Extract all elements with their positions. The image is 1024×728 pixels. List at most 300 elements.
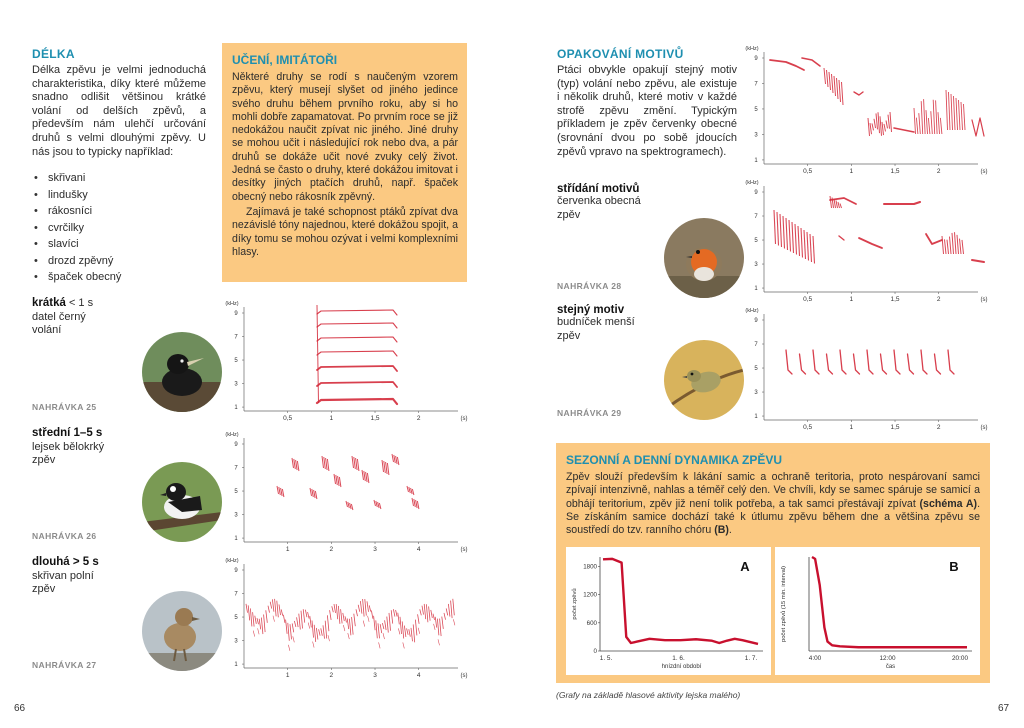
note-stroke [374, 500, 376, 506]
note-stroke [356, 458, 358, 470]
note-stroke [946, 90, 948, 130]
harmonic-band [317, 351, 397, 356]
length-value: < 1 s [65, 297, 94, 309]
section-title-opakovani: OPAKOVÁNÍ MOTIVŮ [557, 47, 684, 61]
spectrogram-robin-second [742, 174, 992, 306]
note-stroke [258, 628, 260, 634]
note-stroke [297, 617, 299, 627]
x-tick-label: 4:00 [808, 655, 822, 662]
y-tick-label: 5 [754, 106, 758, 113]
note-stroke [830, 196, 832, 208]
y-tick-label: 1 [234, 536, 238, 543]
y-tick-label: 5 [754, 238, 758, 245]
x-tick-label: 1 [849, 424, 854, 431]
list-item: • cvrčilky [32, 220, 202, 237]
recording-label[interactable]: NAHRÁVKA 27 [32, 660, 97, 670]
note-stroke [367, 473, 369, 483]
note-stroke [440, 619, 442, 636]
y-tick-label: 3 [234, 638, 238, 645]
page-number-right: 67 [998, 703, 1010, 714]
note-stroke [347, 618, 349, 629]
note-stroke [350, 503, 352, 509]
note-stroke [261, 618, 263, 635]
note-stroke [275, 599, 277, 617]
note-stroke [397, 457, 399, 465]
note-stroke [956, 98, 958, 130]
note-stroke [420, 609, 422, 615]
note-trace [948, 350, 954, 374]
chart-seasonal-a [566, 547, 771, 675]
call-type: zpěv [32, 583, 56, 595]
x-tick-label: 3 [373, 546, 377, 553]
note-stroke [327, 615, 329, 631]
note-stroke [387, 463, 389, 475]
x-tick-label: 1,5 [890, 424, 900, 431]
note-stroke [426, 604, 428, 622]
x-tick-label: 2 [329, 672, 334, 679]
note-stroke [429, 606, 431, 620]
y-tick-label: 9 [234, 442, 238, 448]
info-box-sezonni [556, 443, 990, 683]
note-stroke [376, 501, 378, 507]
info-box-text [232, 71, 458, 259]
note-stroke [949, 92, 951, 130]
unit-label: (kHz) [745, 308, 759, 314]
note-stroke [308, 623, 310, 629]
x-tick-label: 3 [373, 672, 377, 679]
note-stroke [947, 240, 949, 254]
note-stroke [418, 628, 420, 634]
note-stroke [874, 119, 876, 128]
note-stroke [279, 604, 281, 615]
note-trace [908, 354, 914, 374]
note-stroke [890, 112, 892, 132]
note-stroke [951, 94, 953, 130]
note-stroke [386, 462, 388, 474]
note-stroke [332, 606, 334, 612]
note-stroke [382, 623, 384, 629]
list-item: • rákosníci [32, 203, 202, 220]
note-stroke [431, 610, 433, 618]
note-stroke [327, 459, 329, 471]
unit-label: (kHz) [225, 432, 239, 438]
note-stroke [305, 610, 307, 617]
length-label: střední [32, 427, 71, 439]
note-stroke [961, 102, 963, 130]
note-stroke [323, 625, 325, 638]
unit-label: (s) [460, 673, 468, 679]
y-tick-label: 9 [234, 568, 238, 574]
note-stroke [334, 474, 336, 484]
y-tick-label: 3 [754, 262, 758, 269]
note-stroke [325, 621, 327, 639]
note-stroke [878, 112, 880, 133]
note-stroke [940, 118, 942, 134]
note-stroke [434, 624, 436, 630]
note-stroke [954, 96, 956, 130]
note-stroke [248, 605, 250, 620]
info-box-paragraph-1: Některé druhy se rodí s naučeným vzorem zpěvu, který musejí slyšet od jiného jedince svého druhu během prvního roku, aby si ho mohli dobře zapamatovat. Po prvním roce se již nedokážou naučit zpívat nic jiného. Jiné druhy se mohou učit i následující rok nebo dva, a pár druhů se dokáže učit nové zvuky celý život. Jedná se často o druhy, které dokážou imitovat i desítky jiných ptačích druhů, např. špaček obecný nebo rákosník zpěvný. [232, 71, 458, 203]
note-stroke [834, 199, 836, 208]
note-stroke [834, 76, 836, 96]
note-stroke [933, 100, 935, 134]
note-stroke [352, 617, 354, 635]
note-stroke [363, 599, 365, 617]
list-item: • drozd zpěvný [32, 253, 202, 270]
x-axis-label: čas [885, 664, 896, 670]
note-stroke [936, 100, 938, 134]
y-tick-label: 5 [234, 615, 238, 622]
x-tick-label: 0,5 [283, 415, 293, 422]
note-stroke [398, 613, 400, 625]
note-stroke [281, 488, 283, 496]
text-part: . Se získáním samice dochází také k útlumu zpěvu během dne a většina zpěvu se soustředí do tzv. ranního chóru [566, 497, 981, 537]
note-stroke [356, 609, 358, 616]
note-stroke [870, 123, 872, 134]
note-stroke [253, 612, 255, 626]
note-stroke [914, 108, 916, 134]
x-tick-label: 2 [936, 296, 941, 303]
note-stroke [266, 610, 268, 623]
y-tick-label: 9 [234, 311, 238, 317]
note-stroke [407, 628, 409, 634]
species-name: datel černý [32, 310, 86, 323]
note-stroke [259, 619, 261, 630]
note-stroke [379, 503, 381, 509]
y-tick-label: 1 [754, 414, 758, 421]
call-type: zpěv [557, 208, 581, 221]
note-stroke [321, 628, 323, 635]
note-stroke [310, 616, 312, 628]
note-trace [770, 60, 804, 70]
x-tick-label: 12:00 [879, 655, 896, 662]
note-stroke [312, 489, 314, 497]
opakovani-intro: Ptáci obvykle opakují stejný motiv (typ) volání nebo zpěvu, ale existuje i několik druhů, které motiv v každé strofě zpěvu změní. Typickým příkladem je zpěv červenky obecné (srovnání dvou po sobě jdoucích zpěvů vpravo na spektrogramech). [557, 64, 737, 158]
note-stroke [412, 489, 414, 495]
note-trace [884, 202, 920, 204]
example-kratka [32, 297, 142, 338]
note-stroke [330, 610, 332, 620]
harmonic-band [317, 310, 397, 315]
note-stroke [365, 599, 367, 616]
note-stroke [303, 609, 305, 622]
panel-label: A [740, 559, 750, 574]
note-trace [786, 350, 792, 374]
note-stroke [795, 224, 797, 255]
note-stroke [837, 78, 839, 99]
y-tick-label: 600 [586, 619, 597, 627]
note-stroke [416, 500, 418, 508]
note-stroke [371, 611, 373, 619]
note-trace [827, 354, 833, 374]
note-stroke [277, 486, 279, 494]
note-stroke [435, 617, 437, 628]
footnote: (Grafy na základě hlasové aktivity lejska malého) [556, 690, 741, 700]
y-tick-label: 7 [234, 591, 238, 598]
text-part: Zpěv slouží především k lákání samic a ochraně teritoria, proto nespárovaní samci zpívají intenzivně, nahlas a téměř celý den. Ve chvíli, kdy se samec spáruje se samicí a obhájí teritorium, zpěv již není tolik potřeba, a tak samci přestávají zpívat [566, 471, 980, 510]
harmonic-band [317, 366, 397, 371]
x-tick-label: 1. 7. [744, 655, 758, 662]
note-stroke [360, 601, 362, 614]
note-stroke [827, 70, 829, 87]
note-stroke [341, 609, 343, 623]
unit-label: (s) [460, 547, 468, 553]
example-stredni [32, 427, 142, 468]
y-tick-label: 7 [754, 81, 758, 88]
species-name: budníček menší [557, 316, 635, 328]
note-stroke [246, 604, 248, 613]
note-stroke [348, 633, 350, 639]
list-item: • skřivani [32, 170, 202, 187]
y-tick-label: 7 [234, 334, 238, 341]
y-tick-label: 1200 [583, 591, 597, 599]
note-stroke [378, 623, 380, 638]
note-stroke [829, 72, 831, 90]
y-axis-label: počet zpěvů [572, 588, 578, 620]
note-stroke [364, 471, 366, 481]
note-stroke [270, 602, 272, 609]
x-axis-label: hnízdní období [661, 664, 702, 670]
note-stroke [308, 612, 310, 618]
note-stroke [880, 116, 882, 136]
note-stroke [842, 82, 844, 105]
note-stroke [338, 606, 340, 624]
note-stroke [314, 625, 316, 642]
note-stroke [334, 604, 336, 613]
y-tick-label: 5 [234, 489, 238, 496]
note-stroke [292, 458, 294, 468]
info-box-text [566, 471, 980, 537]
note-stroke [453, 599, 455, 615]
note-stroke [888, 115, 890, 129]
note-stroke [383, 633, 385, 639]
unit-label: (s) [980, 425, 988, 431]
note-stroke [412, 498, 414, 506]
note-stroke [884, 124, 886, 131]
note-stroke [288, 645, 290, 651]
note-stroke [369, 605, 371, 611]
list-item: • slavíci [32, 236, 202, 253]
note-stroke [293, 636, 295, 642]
note-stroke [348, 502, 350, 508]
example-stridani [557, 183, 667, 222]
x-tick-label: 1 [849, 296, 854, 303]
spectrogram-chiffchaff [742, 302, 992, 434]
note-stroke [942, 236, 944, 254]
recording-label[interactable]: NAHRÁVKA 25 [32, 402, 97, 412]
note-stroke [396, 610, 398, 616]
note-stroke [424, 604, 426, 619]
note-stroke [453, 619, 455, 625]
x-tick-label: 1. 6. [672, 655, 685, 662]
note-trace [926, 234, 942, 244]
note-stroke [253, 631, 255, 637]
x-tick-label: 1 [849, 168, 854, 175]
note-stroke [277, 601, 279, 618]
species-name: červenka obecná [557, 195, 641, 207]
y-tick-label: 1 [754, 286, 758, 293]
note-stroke [886, 120, 888, 128]
note-stroke [400, 617, 402, 634]
recording-label[interactable]: NAHRÁVKA 29 [557, 408, 622, 418]
motif-label: stejný motiv [557, 304, 625, 316]
note-stroke [378, 502, 380, 508]
length-label: dlouhá [32, 556, 70, 568]
harmonic-band [317, 382, 397, 387]
note-stroke [807, 232, 809, 261]
note-stroke [451, 601, 453, 619]
panel-label: B [949, 559, 959, 574]
note-stroke [294, 621, 296, 627]
note-trace [894, 128, 914, 132]
x-tick-label: 0,5 [803, 424, 813, 431]
harmonic-band [317, 323, 397, 328]
y-tick-label: 1 [754, 157, 758, 164]
note-stroke [292, 623, 294, 632]
note-stroke [268, 606, 270, 613]
note-stroke [404, 626, 406, 637]
note-stroke [297, 461, 299, 471]
note-stroke [316, 628, 318, 640]
note-stroke [352, 456, 354, 468]
unit-label: (s) [980, 297, 988, 303]
y-tick-label: 3 [234, 381, 238, 388]
note-stroke [343, 625, 345, 631]
text-bold: (B) [714, 524, 729, 537]
y-tick-label: 3 [234, 512, 238, 519]
note-stroke [379, 642, 381, 648]
note-trace [840, 350, 846, 374]
y-tick-label: 1800 [583, 563, 597, 571]
note-stroke [324, 457, 326, 469]
length-label: krátká [32, 297, 66, 309]
bird-photo-collared-flycatcher [142, 462, 222, 542]
info-box-uceni [222, 43, 467, 282]
recording-label[interactable]: NAHRÁVKA 28 [557, 281, 622, 291]
note-stroke [250, 608, 252, 626]
note-stroke [798, 226, 800, 256]
x-tick-label: 1,5 [370, 415, 380, 422]
x-tick-label: 4 [416, 672, 421, 679]
note-trace [894, 350, 900, 374]
note-stroke [282, 489, 284, 497]
note-stroke [380, 624, 382, 633]
example-dlouha [32, 556, 142, 597]
note-stroke [296, 460, 298, 470]
note-stroke [286, 620, 288, 634]
note-stroke [955, 232, 957, 254]
note-stroke [952, 233, 954, 254]
y-tick-label: 3 [754, 132, 758, 139]
bird-photo-skylark [142, 591, 222, 671]
note-stroke [418, 614, 420, 624]
note-stroke [950, 237, 952, 254]
note-stroke [919, 113, 921, 134]
note-stroke [411, 628, 413, 641]
note-stroke [290, 624, 292, 639]
note-stroke [789, 220, 791, 252]
note-trace [839, 236, 844, 240]
length-value: 1–5 s [70, 427, 103, 439]
note-stroke [945, 239, 947, 254]
note-stroke [832, 74, 834, 93]
note-stroke [417, 501, 419, 509]
note-stroke [328, 635, 330, 641]
y-tick-label: 5 [754, 366, 758, 373]
bird-photo-robin [664, 218, 744, 298]
note-stroke [926, 110, 928, 134]
note-stroke [376, 620, 378, 638]
x-tick-label: 2 [329, 546, 334, 553]
note-stroke [444, 613, 446, 620]
note-trace [800, 354, 806, 374]
note-stroke [928, 118, 930, 134]
y-tick-label: 1 [234, 662, 238, 669]
recording-label[interactable]: NAHRÁVKA 26 [32, 531, 97, 541]
x-tick-label: 20:00 [952, 655, 968, 662]
note-stroke [354, 614, 356, 626]
x-tick-label: 1 [329, 415, 334, 422]
bird-photo-chiffchaff [664, 340, 744, 420]
call-type: zpěv [557, 329, 581, 342]
note-trace [813, 350, 819, 374]
note-stroke [836, 201, 838, 209]
note-stroke [366, 472, 368, 482]
note-stroke [382, 460, 384, 472]
note-stroke [326, 458, 328, 470]
note-stroke [319, 629, 321, 635]
note-stroke [322, 456, 324, 468]
note-stroke [281, 609, 283, 615]
note-trace [854, 354, 860, 374]
note-stroke [403, 642, 405, 648]
section-title-delka: DÉLKA [32, 47, 75, 61]
list-item: • lindušky [32, 187, 202, 204]
unit-label: (kHz) [745, 180, 759, 186]
page-number-left: 66 [14, 703, 26, 714]
call-type: zpěv [32, 454, 56, 466]
species-list [32, 170, 202, 286]
note-stroke [433, 614, 435, 620]
note-trace [859, 238, 882, 248]
y-tick-label: 9 [754, 318, 758, 324]
note-stroke [391, 610, 393, 623]
note-stroke [446, 608, 448, 615]
note-stroke [312, 621, 314, 638]
note-trace [972, 118, 984, 136]
note-stroke [448, 604, 450, 617]
note-stroke [339, 477, 341, 487]
y-tick-label: 0 [593, 648, 597, 655]
list-item: • špaček obecný [32, 269, 202, 286]
note-stroke [813, 236, 815, 264]
note-stroke [840, 204, 842, 209]
unit-label: (kHz) [225, 558, 239, 564]
text-part: . [728, 524, 732, 537]
note-stroke [960, 239, 962, 254]
spectrogram-collared-flycatcher [222, 426, 472, 556]
note-stroke [368, 616, 370, 622]
bird-photo-black-woodpecker [142, 332, 222, 412]
unit-label: (s) [980, 169, 988, 175]
note-stroke [338, 476, 340, 486]
note-trace [854, 92, 863, 95]
note-stroke [824, 68, 826, 84]
note-stroke [351, 504, 353, 510]
note-stroke [279, 487, 281, 495]
note-stroke [343, 613, 345, 621]
note-stroke [354, 457, 356, 469]
